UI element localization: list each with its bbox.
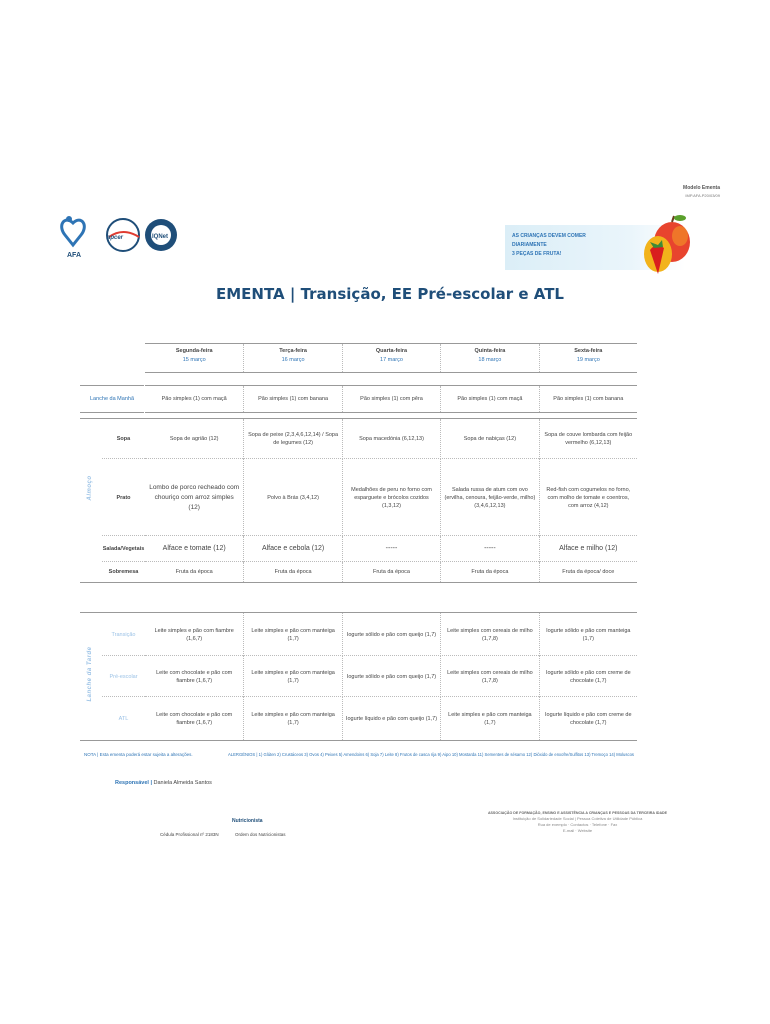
- table-cell: Leite com chocolate e pão com fiambre (1,6,7): [156, 669, 233, 684]
- table-cell: Leite simples e pão com manteiga (1,7): [243, 656, 341, 697]
- table-cell: Alface e tomate (12): [162, 545, 226, 552]
- table-cell: Leite com chocolate e pão com fiambre (1,6,7): [156, 711, 233, 726]
- day-header-wednesday: Quarta-feira 17 março: [342, 344, 440, 372]
- table-cell: Sopa de nabiças (12): [440, 419, 538, 459]
- table-cell: Leite simples e pão com manteiga (1,7): [243, 613, 341, 656]
- table-cell: Leite simples e pão com manteiga (1,7): [243, 697, 341, 740]
- day-header-friday: Sexta-feira 19 março: [539, 344, 637, 372]
- transicao-label: Transição: [102, 612, 145, 656]
- allergens-legend: ALERGÉNIOS | 1) Glúten 2) Crustáceos 3) Ovos 4) Peixes 5) Amendoins 6) Soja 7) Leite 8) Frutos de casca rija 9) Aipo 10) Mostarda 11) Sementes de sésamo 12) Dióxido de enxofre/Sulfitos 13) Tremoço 14) Moluscos: [228, 752, 634, 757]
- table-cell: -----: [440, 536, 538, 562]
- lanche-manha-row: [145, 385, 637, 413]
- sobremesa-label: Sobremesa: [102, 561, 145, 583]
- apcer-logo-text: apcer: [107, 235, 124, 241]
- table-cell: Fruta da época/ doce: [539, 562, 637, 582]
- transicao-row: [145, 612, 637, 656]
- association-address: Rua de exemplo · Contactos · Telefone · Fax: [537, 822, 618, 827]
- lanche-tarde-label: Lanche da Tarde: [87, 646, 93, 702]
- table-cell: Fruta da época: [440, 562, 538, 582]
- table-cell: Pão simples (1) com maçã: [440, 386, 538, 412]
- prato-label: Prato: [102, 458, 145, 536]
- document-model: Modelo Ementa: [683, 185, 720, 191]
- association-contacts: E-mail · Website: [562, 828, 593, 833]
- pre-escolar-label: Pré-escolar: [102, 655, 145, 697]
- document-code: IMP.AFA.P20/03/09: [685, 193, 720, 198]
- pre-escolar-row: [145, 655, 637, 697]
- day-header-tuesday: Terça-feira 16 março: [243, 344, 341, 372]
- table-cell: Sopa de agrião (12): [169, 436, 219, 442]
- association-info: [470, 810, 685, 834]
- logos-icon: [55, 205, 185, 270]
- table-cell: Fruta da época: [175, 569, 213, 575]
- iqnet-logo-text: IQNet: [152, 234, 169, 240]
- table-cell: Alface e cebola (12): [243, 536, 341, 562]
- table-cell: Alface e milho (12): [539, 536, 637, 562]
- table-cell: Leite simples e pão com manteiga (1,7): [440, 697, 538, 740]
- table-cell: Sopa de peixe (2,3,4,6,12,14) / Sopa de legumes (12): [243, 419, 341, 459]
- table-cell: Pão simples (1) com banana: [243, 386, 341, 412]
- salada-label: Salada/Vegetais: [102, 535, 145, 562]
- responsible-name: Daniela Almeida Santos: [153, 780, 212, 786]
- day-header-thursday: Quinta-feira 18 março: [440, 344, 538, 372]
- association-name: ASSOCIAÇÃO DE FORMAÇÃO, ENSINO E ASSISTÊNCIA A CRIANÇAS E PESSOAS DA TERCEIRA IDADE: [487, 811, 668, 815]
- table-cell: Iogurte sólido e pão com creme de chocolate (1,7): [539, 656, 637, 697]
- table-cell: Leite simples com cereais de milho (1,7,8): [440, 613, 538, 656]
- table-cell: Fruta da época: [342, 562, 440, 582]
- logos-group: [55, 205, 185, 270]
- table-cell: Leite simples com cereais de milho (1,7,8): [440, 656, 538, 697]
- table-cell: Red-fish com cogumelos no forno, com molho de tomate e coentros, com arroz (4,12): [539, 459, 637, 536]
- almoco-label: Almoço: [87, 475, 93, 501]
- association-subtitle: Instituição de Solidariedade Social | Pessoa Coletiva de Utilidade Pública: [512, 816, 643, 821]
- table-cell: Iogurte líquido e pão com creme de chocolate (1,7): [539, 697, 637, 740]
- professional-id: Cédula Profissional nº 2183N: [160, 832, 219, 837]
- sopa-row: [145, 418, 637, 459]
- table-cell: Polvo à Brás (3,4,12): [243, 459, 341, 536]
- responsible-line: [115, 780, 212, 786]
- table-cell: Leite simples e pão com fiambre (1,6,7): [154, 627, 234, 642]
- afa-logo-text: AFA: [67, 252, 81, 259]
- responsible-label: Responsável |: [115, 780, 152, 786]
- table-cell: Fruta da época: [243, 562, 341, 582]
- table-cell: Iogurte líquido e pão com queijo (1,7): [342, 697, 440, 740]
- table-cell: Iogurte sólido e pão com queijo (1,7): [342, 656, 440, 697]
- prato-row: [145, 458, 637, 536]
- table-cell: Pão simples (1) com banana: [539, 386, 637, 412]
- sobremesa-row: [145, 561, 637, 583]
- fruit-banner-line1: AS CRIANÇAS DEVEM COMER DIARIAMENTE: [512, 233, 586, 248]
- sopa-label: Sopa: [102, 418, 145, 459]
- table-cell: Sopa de couve lombarda com feijão vermelho (6,12,13): [539, 419, 637, 459]
- table-cell: Iogurte sólido e pão com manteiga (1,7): [539, 613, 637, 656]
- atl-row: [145, 696, 637, 741]
- table-cell: Salada russa de atum com ovo (ervilha, cenoura, feijão-verde, milho) (3,4,6,12,13): [440, 459, 538, 536]
- fruit-banner-line2: 3 PEÇAS DE FRUTA!: [512, 251, 562, 257]
- table-cell: Pão simples (1) com maçã: [161, 396, 227, 402]
- day-header-monday: Segunda-feira 15 março: [175, 348, 213, 363]
- table-cell: Iogurte sólido e pão com queijo (1,7): [342, 613, 440, 656]
- fruit-banner-text: [512, 232, 612, 259]
- table-cell: Sopa macedónia (6,12,13): [342, 419, 440, 459]
- day-header-row: [145, 343, 637, 373]
- note-text: NOTA | Esta ementa poderá estar sujeita a alterações.: [84, 752, 193, 757]
- table-cell: -----: [342, 536, 440, 562]
- professional-order: Ordem dos Nutricionistas: [235, 832, 286, 837]
- page-title: EMENTA | Transição, EE Pré-escolar e ATL: [216, 285, 564, 303]
- fruit-illustration-icon: [610, 212, 700, 287]
- lanche-manha-label: Lanche da Manhã: [80, 385, 144, 413]
- atl-label: ATL: [102, 696, 145, 741]
- nutritionist-title: Nutricionista: [232, 818, 263, 824]
- table-cell: Pão simples (1) com pêra: [342, 386, 440, 412]
- table-cell: Lombo de porco recheado com chouriço com arroz simples (12): [149, 483, 240, 511]
- table-cell: Medalhões de peru no forno com esparguete e brócolos cozidos (1,3,12): [342, 459, 440, 536]
- salada-row: [145, 535, 637, 562]
